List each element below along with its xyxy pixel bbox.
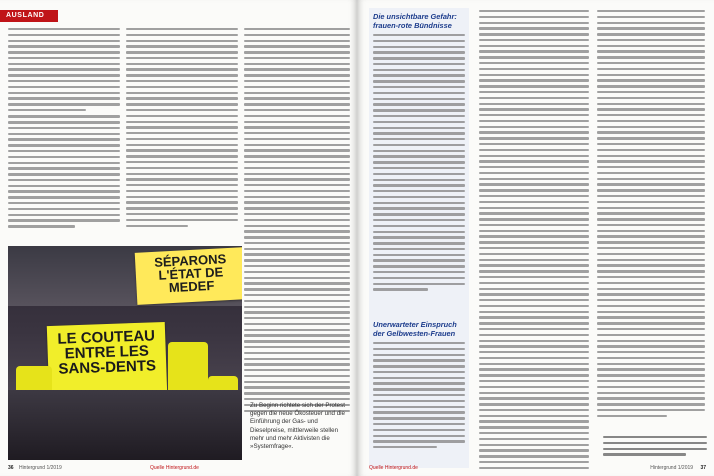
subheading: Unerwarteter Einspruch der Gelbwesten-Frauen xyxy=(373,320,457,338)
protest-sign-top: SÉPARONS L'ÉTAT DE MEDEF xyxy=(135,247,242,305)
section-tag: AUSLAND xyxy=(0,10,58,22)
footer-website-right: Quelle Hintergrund.de xyxy=(369,465,418,471)
footer-issue-right: Hintergrund 1/2019 xyxy=(650,465,694,471)
page-number-right: 37 xyxy=(700,465,706,471)
protest-sign-line-1: LE COUTEAU xyxy=(57,327,156,348)
footer-issue-left: Hintergrund 1/2019 xyxy=(18,465,62,471)
footer-right xyxy=(650,465,706,471)
text-column-3 xyxy=(244,28,350,415)
page-number-left: 36 xyxy=(8,465,14,471)
sidebar-text-lower xyxy=(373,342,465,452)
sidebar-text xyxy=(373,34,465,294)
footer-website-left: Quelle Hintergrund.de xyxy=(150,465,199,471)
crowd-foreground xyxy=(8,390,242,460)
sidebar-title: Die unsichtbare Gefahr: frauen-rote Bündnisse xyxy=(373,12,457,30)
protest-photo xyxy=(8,246,242,460)
protest-sign-line-3: SANS-DENTS xyxy=(58,357,157,378)
protest-sign-line-2: ENTRE LES xyxy=(64,342,150,363)
footer-left xyxy=(8,465,62,471)
text-column-right-3 xyxy=(597,10,705,420)
protest-sign-main xyxy=(47,322,167,398)
author-credit xyxy=(603,436,707,459)
text-column-1 xyxy=(8,28,120,231)
photo-caption: Zu Beginn richtete sich der Protest gegen die neue Ökosteuer und die Einführung der Gas- und Dieselpreise, mittlerweile stellen mehr und mehr Aktivisten die »Systemfrage«. xyxy=(250,402,345,451)
text-column-right-2 xyxy=(479,10,589,473)
right-page xyxy=(357,0,714,476)
text-column-2 xyxy=(126,28,238,230)
